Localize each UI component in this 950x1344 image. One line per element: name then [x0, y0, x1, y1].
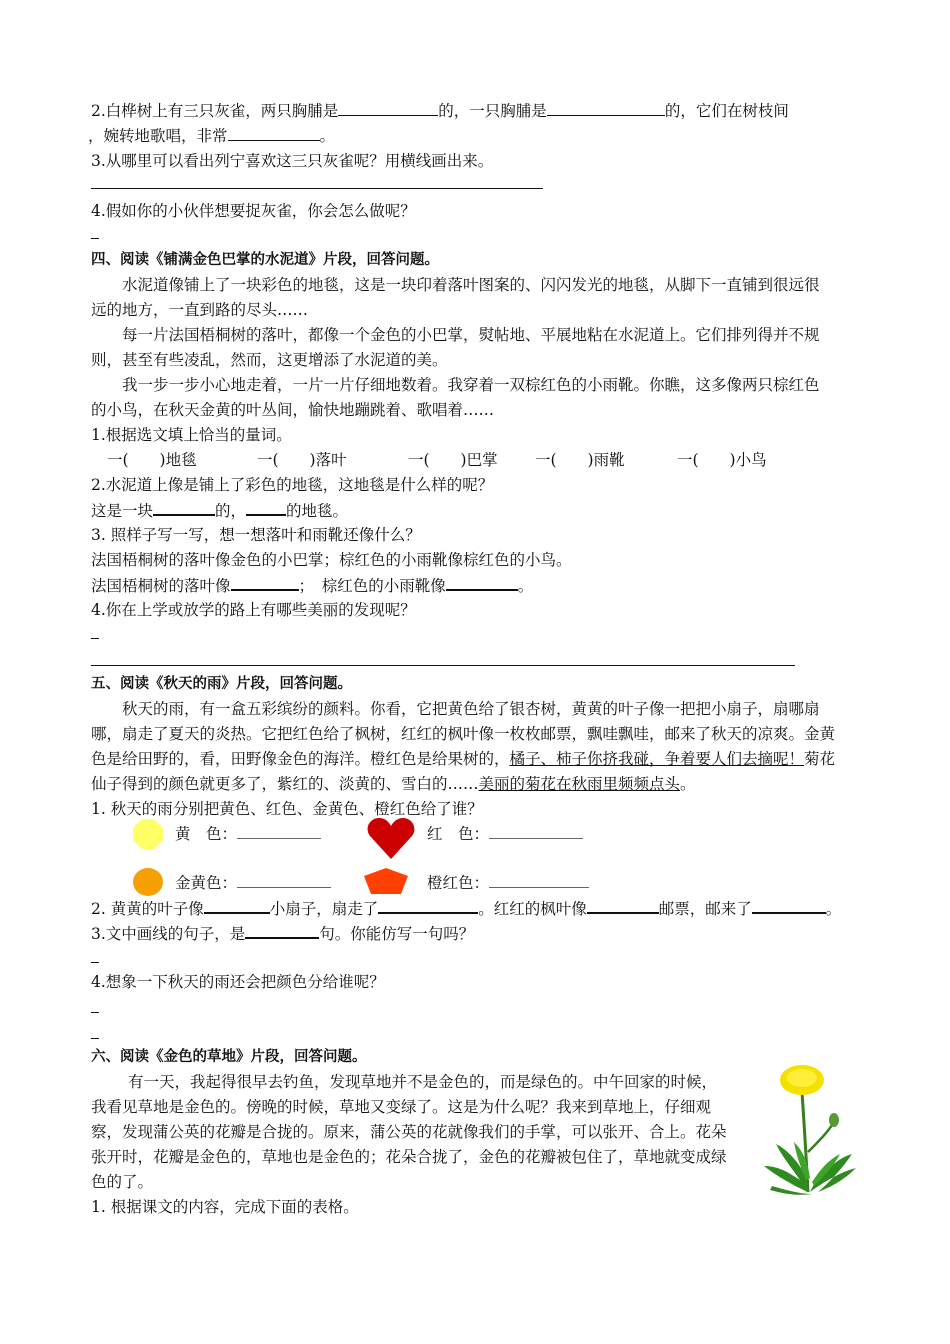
q5-2: [91, 898, 841, 919]
answer-dash[interactable]: [91, 238, 99, 239]
q3-4: 4.假如你的小伙伴想要捉灰雀，你会怎么做呢？: [91, 202, 416, 220]
underlined-sentence: 橘子、柿子你挤我碰，争着要人们去摘呢！: [509, 750, 805, 768]
q6-1: 1. 根据课文的内容，完成下面的表格。: [91, 1198, 359, 1216]
text: 。: [825, 900, 842, 918]
paragraph: 我看见草地是金色的。傍晚的时候，草地又变绿了。这是为什么呢？我来到草地上，仔细观: [91, 1098, 712, 1116]
paragraph: 有一天，我起得很早去钓鱼，发现草地并不是金色的，而是绿色的。中午回家的时候，: [128, 1073, 718, 1091]
text: 的地毯。: [286, 502, 349, 520]
text: 2. 黄黄的叶子像: [91, 900, 204, 918]
text: 仙子得到的颜色就更多了，紫红的、淡黄的、雪白的……: [91, 775, 479, 793]
paragraph: 远的地方，一直到路的尽头……: [91, 301, 309, 319]
answer-line[interactable]: [91, 188, 543, 189]
dandelion-icon: [760, 1062, 868, 1198]
blank[interactable]: [237, 824, 321, 839]
answer-dash[interactable]: [91, 638, 99, 639]
orange-pentagon-icon: [363, 868, 409, 894]
blank[interactable]: [446, 575, 518, 591]
q4-3-answer: [91, 575, 533, 596]
blank[interactable]: [204, 898, 270, 914]
q4-2-answer: [91, 500, 348, 521]
text: ，婉转地歌唱，非常: [88, 127, 228, 145]
answer-dash[interactable]: [91, 1012, 99, 1013]
paragraph: 色的了。: [91, 1173, 154, 1191]
paragraph: 每一片法国梧桐树的落叶，都像一个金色的小巴掌，熨帖地、平展地粘在水泥道上。它们排列得并不规: [122, 326, 820, 344]
text: 的，一只胸脯是: [438, 102, 547, 120]
yellow-answer: [175, 824, 321, 844]
text: 橙红色：: [427, 874, 490, 892]
blank[interactable]: [153, 500, 215, 516]
blank[interactable]: [338, 101, 438, 116]
blank[interactable]: [752, 898, 826, 914]
q3-2-line2: [88, 126, 335, 146]
gold-answer: [175, 873, 331, 893]
measure-word-item[interactable]: 一( )雨靴: [535, 451, 625, 469]
blank[interactable]: [489, 873, 589, 888]
paragraph: 察，发现蒲公英的花瓣是合拢的。原来，蒲公英的花就像我们的手掌，可以张开、合上。花朵: [91, 1123, 727, 1141]
answer-dash[interactable]: [91, 962, 99, 963]
paragraph: 哪，扇走了夏天的炎热。它把红色给了枫树，红红的枫叶像一枚枚邮票，飘哇飘哇，邮来了秋天的凉爽。金黄: [91, 725, 836, 743]
q3-3: 3.从哪里可以看出列宁喜欢这三只灰雀呢？用横线画出来。: [91, 152, 494, 170]
text: 。: [319, 127, 336, 145]
measure-word-item[interactable]: 一( )地毯: [107, 451, 197, 469]
text: 邮票，邮来了: [658, 900, 752, 918]
text: 色是给田野的，看，田野像金色的海洋。橙红色是给果树的，: [91, 750, 510, 768]
section-4-title: 四、阅读《铺满金色巴掌的水泥道》片段，回答问题。: [91, 252, 439, 268]
text: 这是一块: [91, 502, 154, 520]
blank[interactable]: [489, 824, 583, 839]
section-5-title: 五、阅读《秋天的雨》片段，回答问题。: [91, 676, 352, 692]
paragraph: 张开时，花瓣是金色的，草地也是金色的；花朵合拢了，金色的花瓣被包住了，草地就变成绿: [91, 1148, 727, 1166]
gold-circle-icon: [132, 867, 164, 897]
red-heart-icon: [367, 818, 415, 860]
text: 。红红的枫叶像: [478, 900, 587, 918]
measure-word-item[interactable]: 一( )巴掌: [408, 451, 498, 469]
q5-1: 1. 秋天的雨分别把黄色、红色、金黄色、橙红色给了谁？: [91, 800, 483, 818]
blank[interactable]: [245, 923, 319, 939]
q4-1: 1.根据选文填上恰当的量词。: [91, 426, 292, 444]
text: 句。你能仿写一句吗？: [319, 925, 475, 943]
q4-3: 3. 照样子写一写，想一想落叶和雨靴还像什么？: [91, 526, 421, 544]
paragraph: 的小鸟，在秋天金黄的叶丛间，愉快地蹦跳着、歌唱着……: [91, 401, 495, 419]
text: 的，: [215, 502, 247, 520]
measure-word-item[interactable]: 一( )落叶: [257, 451, 347, 469]
text: 。: [517, 577, 534, 595]
blank[interactable]: [587, 898, 659, 914]
paragraph: 秋天的雨，有一盒五彩缤纷的颜料。你看，它把黄色给了银杏树，黄黄的叶子像一把把小扇子，扇哪扇: [122, 700, 820, 718]
text: 红 色：: [427, 825, 490, 843]
text: 2.白桦树上有三只灰雀，两只胸脯是: [91, 102, 339, 120]
paragraph: 水泥道像铺上了一块彩色的地毯，这是一块印着落叶图案的、闪闪发光的地毯，从脚下一直铺到很远很: [122, 276, 820, 294]
q5-4: 4.想象一下秋天的雨还会把颜色分给谁呢？: [91, 973, 385, 991]
q4-3-example: 法国梧桐树的落叶像金色的小巴掌；棕红色的小雨靴像棕红色的小鸟。: [91, 551, 572, 569]
orange-answer: [427, 873, 589, 893]
paragraph: [91, 749, 835, 769]
text: 。: [680, 775, 696, 793]
blank[interactable]: [231, 575, 299, 591]
text: 菊花: [804, 750, 836, 768]
answer-line[interactable]: [91, 665, 795, 666]
text: 的，它们在树枝间: [664, 102, 789, 120]
q3-2-line1: [91, 101, 789, 121]
measure-word-item[interactable]: 一( )小鸟: [677, 451, 767, 469]
yellow-octagon-icon: [132, 818, 164, 850]
red-answer: [427, 824, 583, 844]
q5-3: [91, 923, 474, 944]
underlined-sentence: 美丽的菊花在秋雨里频频点头: [478, 775, 681, 793]
blank[interactable]: [378, 898, 478, 914]
blank[interactable]: [237, 873, 331, 888]
paragraph: 我一步一步小心地走着，一片一片仔细地数着。我穿着一双棕红色的小雨靴。你瞧，这多像两只棕红色: [122, 376, 820, 394]
text: 黄 色：: [175, 825, 238, 843]
blank[interactable]: [228, 126, 320, 141]
q4-2: 2.水泥道上像是铺上了彩色的地毯，这地毯是什么样的呢？: [91, 476, 494, 494]
answer-dash[interactable]: [91, 1038, 99, 1039]
text: ； 棕红色的小雨靴像: [298, 577, 446, 595]
blank[interactable]: [246, 500, 286, 516]
text: 小扇子，扇走了: [269, 900, 379, 918]
paragraph: [91, 774, 696, 794]
paragraph: 则，甚至有些凌乱，然而，这更增添了水泥道的美。: [91, 351, 448, 369]
section-6-title: 六、阅读《金色的草地》片段，回答问题。: [91, 1049, 367, 1065]
text: 3.文中画线的句子，是: [91, 925, 246, 943]
q4-4: 4.你在上学或放学的路上有哪些美丽的发现呢？: [91, 601, 416, 619]
text: 金黄色：: [175, 874, 238, 892]
text: 法国梧桐树的落叶像: [91, 577, 231, 595]
blank[interactable]: [547, 101, 665, 116]
